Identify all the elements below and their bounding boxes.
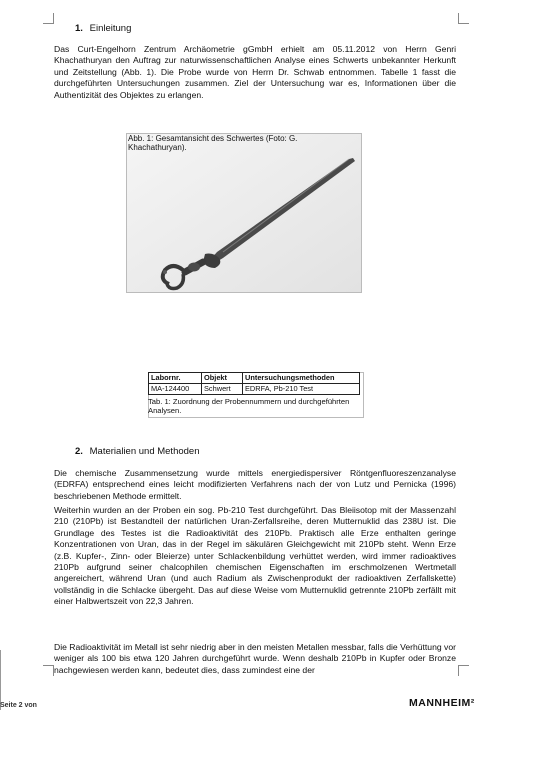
table-cell: Schwert	[202, 384, 243, 395]
figure	[126, 133, 362, 293]
table-caption: Tab. 1: Zuordnung der Probennummern und durchgeführten Analysen.	[148, 397, 350, 415]
section-title: Materialien und Methoden	[89, 446, 200, 457]
brand-logo: MANNHEIM²	[409, 697, 475, 709]
methods-paragraph-2: Weiterhin wurden an der Proben ein sog. Pb-210 Test durchgeführt. Das Bleiisotop mit der Massenzahl 210 (210Pb) ist Bestandteil der natürlichen Uran-Zerfallsreihe, deren Mutternuklid das 238U ist. Die Grundlage des Testes ist die Radioaktivität des 210Pb. Praktisch alle Erze enthalten geringe Konzentrationen von Uran, das in der Regel im säkulären Gleichgewicht mit 210Pb steht. Wenn Erze (z.B. Kupfer-, Zinn- oder Bleierze) unter Schlackenbildung verhüttet werden, wird immer radioaktives 210Pb aufgrund seiner chalcophilen chemischen Eigenschaften im erschmolzenen Wertmetall angereichert, während Uran (und auch Radium als Zwischenprodukt der radioaktiven Zerfallskette) vollständig in die Schlacke übergeht. Das auf diese Weise vom Mutternuklid getrennte 210Pb zerfällt mit einer Halbwertszeit von 22,3 Jahren.	[54, 505, 456, 607]
section-heading-2	[75, 446, 200, 457]
table-header-row	[149, 373, 360, 384]
page-number: Seite 2 von	[0, 702, 37, 709]
figure-caption: Abb. 1: Gesamtansicht des Schwertes (Foto: G. Khachathuryan).	[128, 134, 298, 152]
margin-line	[0, 650, 1, 710]
table-header: Objekt	[202, 373, 243, 384]
section-heading-1	[75, 23, 131, 34]
crop-mark-bottom-right	[458, 665, 469, 676]
methods-paragraph-3: Die Radioaktivität im Metall ist sehr niedrig aber in den meisten Metallen messbar, falls die Verhüttung vor weniger als 100 bis etwa 120 Jahren durchgeführt wurde. Wenn deshalb 210Pb in Kupfer oder Bronze nachgewiesen werden kann, bedeutet dies, dass zumindest eine der	[54, 642, 456, 675]
table-cell: MA-124400	[149, 384, 202, 395]
table-row	[149, 384, 360, 395]
section-number: 1.	[75, 23, 83, 34]
crop-mark-top-left	[43, 13, 54, 24]
section-number: 2.	[75, 446, 83, 457]
intro-paragraph: Das Curt-Engelhorn Zentrum Archäometrie gGmbH erhielt am 05.11.2012 von Herrn Genri Khachathuryan den Auftrag zur naturwissenschaftlichen Analyse eines Schwerts unbekannter Herkunft und Zeitstellung (Abb. 1). Die Probe wurde von Herrn Dr. Schwab entnommen. Tabelle 1 fasst die durchgeführten Untersuchungen zusammen. Ziel der Untersuchung war es, Informationen über die Authentizität des Objektes zu erlangen.	[54, 44, 456, 100]
crop-mark-bottom-left	[43, 665, 54, 676]
table-cell: EDRFA, Pb-210 Test	[243, 384, 360, 395]
sample-table	[148, 372, 360, 395]
table-header: Labornr.	[149, 373, 202, 384]
section-title: Einleitung	[89, 23, 132, 34]
methods-paragraph-1: Die chemische Zusammensetzung wurde mittels energiedispersiver Röntgenfluoreszenzanalyse (EDRFA) entsprechend eines leicht modifizierten Verfahrens nach der von Lutz und Pernicka (1996) beschriebenen Methode ermittelt.	[54, 468, 456, 501]
crop-mark-top-right	[458, 13, 469, 24]
bronze-sword-photo	[127, 134, 361, 292]
table-header: Untersuchungsmethoden	[243, 373, 360, 384]
